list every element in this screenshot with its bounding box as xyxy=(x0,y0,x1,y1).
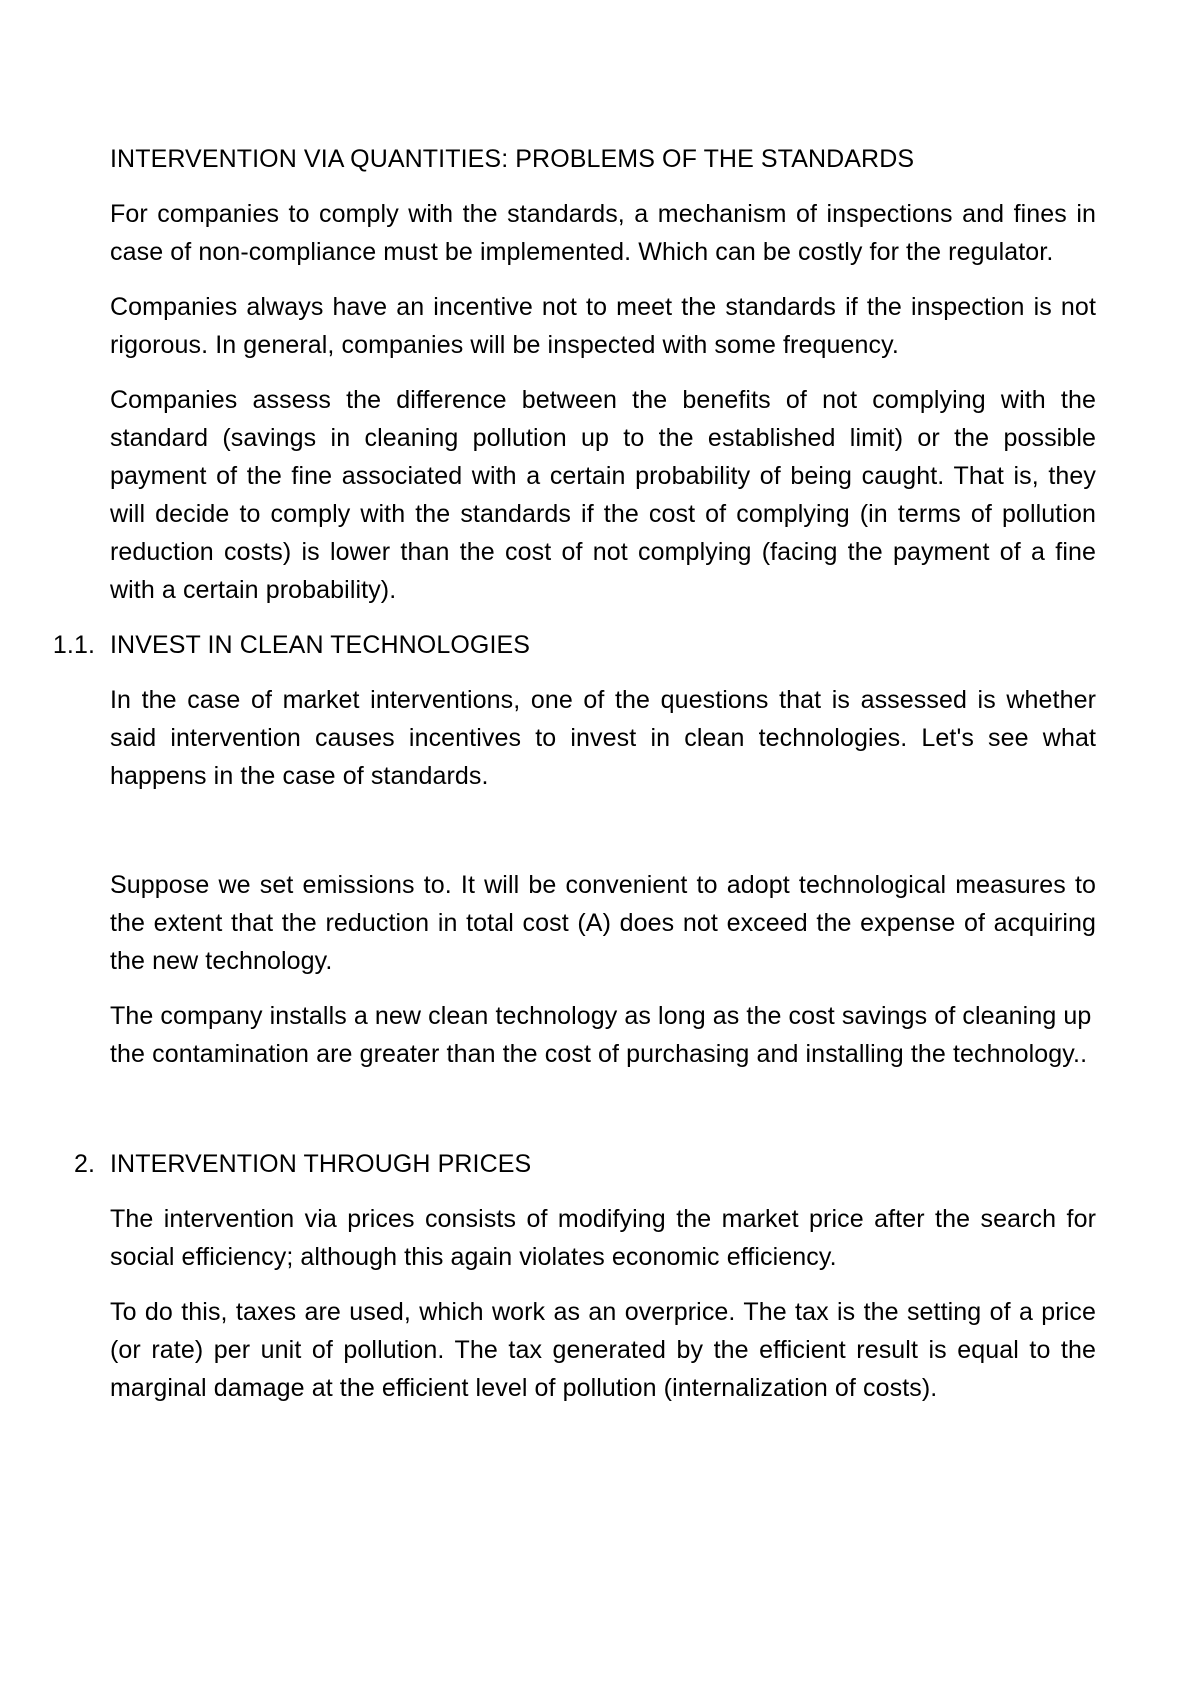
spacer xyxy=(110,1090,1096,1145)
section-heading-intervention-prices xyxy=(73,1145,1096,1183)
paragraph-assess-benefits: Companies assess the difference between the benefits of not complying with the standard (savings in cleaning pollution up to the established limit) or the possible payment of the fine associated with a certain probability of being caught. That is, they will decide to comply with the standards if the cost of complying (in terms of pollution reduction costs) is lower than the cost of not complying (facing the payment of a fine with a certain probability). xyxy=(110,386,1096,604)
section-heading-text: INVEST IN CLEAN TECHNOLOGIES xyxy=(110,631,531,659)
paragraph-inspections-fines: For companies to comply with the standards, a mechanism of inspections and fines in case of non-compliance must be implemented. Which can be costly for the regulator. xyxy=(110,200,1096,266)
paragraph-taxes-overprice: To do this, taxes are used, which work as an overprice. The tax is the setting of a price (or rate) per unit of pollution. The tax generated by the efficient result is equal to the marginal damage at the efficient level of pollution (internalization of costs). xyxy=(110,1298,1096,1402)
section-number: 2. xyxy=(73,1150,95,1178)
section-number: 1.1. xyxy=(52,631,95,659)
section-heading-text: INTERVENTION VIA QUANTITIES: PROBLEMS OF THE STANDARDS xyxy=(110,145,915,173)
section-heading-clean-technologies xyxy=(52,626,1096,664)
document-body xyxy=(52,140,1096,1424)
paragraph-intervention-via-prices: The intervention via prices consists of modifying the market price after the search for social efficiency; although this again violates economic efficiency. xyxy=(110,1205,1096,1271)
paragraph-company-installs: The company installs a new clean technology as long as the cost savings of cleaning up the contamination are greater than the cost of purchasing and installing the technology.. xyxy=(110,1002,1092,1068)
paragraph-market-interventions: In the case of market interventions, one of the questions that is assessed is whether said intervention causes incentives to invest in clean technologies. Let's see what happens in the case of standards. xyxy=(110,686,1096,790)
section-heading-text: INTERVENTION THROUGH PRICES xyxy=(110,1150,532,1178)
section-heading-standards-problems xyxy=(110,140,1096,178)
paragraph-incentive-not-comply: Companies always have an incentive not to meet the standards if the inspection is not rigorous. In general, companies will be inspected with some frequency. xyxy=(110,293,1096,359)
spacer xyxy=(110,812,1096,866)
paragraph-suppose-emissions: Suppose we set emissions to. It will be convenient to adopt technological measures to the extent that the reduction in total cost (A) does not exceed the expense of acquiring the new technology. xyxy=(110,871,1096,975)
